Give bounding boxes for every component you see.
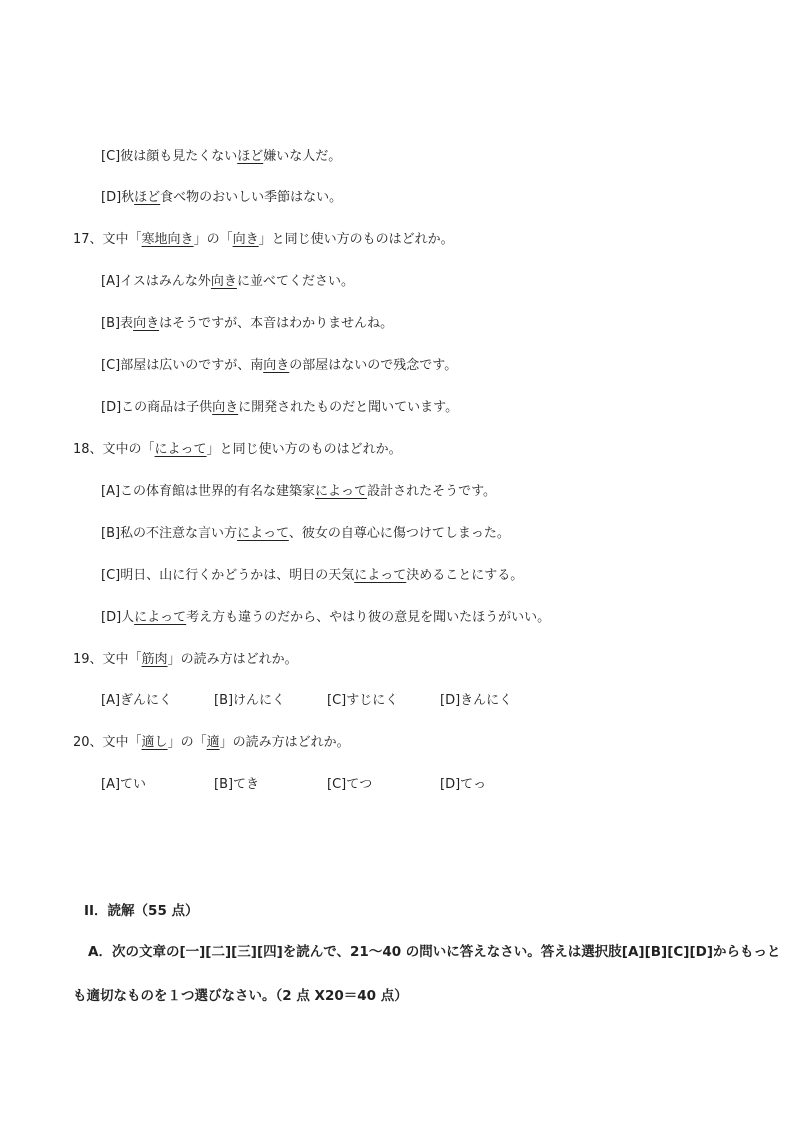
underlined-text: によって xyxy=(134,610,187,625)
underlined-text: 向き xyxy=(263,358,290,373)
option-text: [A]この体育館は世界的有名な建築家 xyxy=(101,484,316,499)
question-text: 」と同じ使い方のものはどれか。 xyxy=(258,232,454,247)
q18-option-c xyxy=(101,566,523,586)
option-text: 、彼女の自尊心に傷つけてしまった。 xyxy=(288,526,510,541)
option-text: 考え方も違うのだから、やはり彼の意見を聞いたほうがいい。 xyxy=(186,610,551,625)
underlined-text: 寒地向き xyxy=(141,232,194,247)
underlined-text: によって xyxy=(315,484,368,499)
instructions-line-2: も適切なものを１つ選びなさい。（2 点 X20＝40 点） xyxy=(73,988,408,1004)
q16-option-c xyxy=(101,147,341,167)
question-text: 19、文中「 xyxy=(73,652,142,667)
q17-option-a xyxy=(101,272,354,292)
underlined-text: によって xyxy=(154,442,207,457)
q19-options xyxy=(101,691,553,711)
q20-option-d: [D]てっ xyxy=(440,777,487,792)
underlined-text: ほど xyxy=(237,149,264,164)
question-text: 20、文中「 xyxy=(73,735,142,750)
question-text: 」の「 xyxy=(193,232,233,247)
question-text: 」と同じ使い方のものはどれか。 xyxy=(206,442,402,457)
q16-option-d xyxy=(101,188,342,208)
option-text: に開発されたものだと聞いています。 xyxy=(238,400,459,415)
q17-option-c xyxy=(101,356,457,376)
q19-option-d: [D]きんにく xyxy=(440,693,513,708)
option-text: 嫌いな人だ。 xyxy=(263,149,342,164)
option-text: 設計されたそうです。 xyxy=(367,484,497,499)
q18-option-a xyxy=(101,482,496,502)
underlined-text: によって xyxy=(237,526,289,541)
underlined-text: 適し xyxy=(141,735,168,750)
question-text: 17、文中「 xyxy=(73,232,142,247)
question-17 xyxy=(73,230,454,250)
q19-option-b: [B]けんにく xyxy=(214,693,286,708)
underlined-text: 向き xyxy=(212,400,239,415)
option-text: [C]明日、山に行くかどうかは、明日の天気 xyxy=(101,568,355,583)
question-text: 」の読み方はどれか。 xyxy=(167,652,298,667)
q20-option-c: [C]てつ xyxy=(327,777,373,792)
option-text: [C]部屋は広いのですが、南 xyxy=(101,358,264,373)
question-text: 」の「 xyxy=(167,735,207,750)
option-text: 決めることにする。 xyxy=(406,568,524,583)
question-20 xyxy=(73,733,350,753)
option-text: [C]彼は顔も見たくない xyxy=(101,149,238,164)
option-text: [D]この商品は子供 xyxy=(101,400,213,415)
q20-option-a: [A]てい xyxy=(101,777,147,792)
underlined-text: 向き xyxy=(210,274,237,289)
underlined-text: ほど xyxy=(134,190,161,205)
q19-option-a: [A]ぎんにく xyxy=(101,693,173,708)
q17-option-d xyxy=(101,398,458,418)
q18-option-d xyxy=(101,608,550,628)
option-text: はそうですが、本音はわかりませんね。 xyxy=(159,316,394,331)
q20-option-b: [B]てき xyxy=(214,777,260,792)
underlined-text: 向き xyxy=(232,232,259,247)
question-18 xyxy=(73,440,402,460)
instructions-line-1: A．次の文章の[一][二][三][四]を読んで、21～40 の問いに答えなさい。答えは選択肢[A][B][C][D]からもっと xyxy=(88,944,781,960)
q20-options xyxy=(101,775,553,795)
question-text: 」の読み方はどれか。 xyxy=(219,735,350,750)
question-19 xyxy=(73,650,298,670)
q19-option-c: [C]すじにく xyxy=(327,693,399,708)
section-heading: II．読解（55 点） xyxy=(84,903,199,919)
option-text: [A]イスはみんな外 xyxy=(101,274,211,289)
option-text: に並べてください。 xyxy=(236,274,354,289)
underlined-text: 向き xyxy=(133,316,160,331)
option-text: の部屋はないので残念です。 xyxy=(289,358,458,373)
option-text: 食べ物のおいしい季節はない。 xyxy=(160,190,343,205)
underlined-text: 適 xyxy=(206,735,220,750)
q18-option-b xyxy=(101,524,510,544)
option-text: [D]人 xyxy=(101,610,135,625)
option-text: [B]表 xyxy=(101,316,134,331)
option-text: [B]私の不注意な言い方 xyxy=(101,526,238,541)
q17-option-b xyxy=(101,314,393,334)
option-text: [D]秋 xyxy=(101,190,135,205)
question-text: 18、文中の「 xyxy=(73,442,155,457)
underlined-text: によって xyxy=(354,568,407,583)
underlined-text: 筋肉 xyxy=(141,652,168,667)
